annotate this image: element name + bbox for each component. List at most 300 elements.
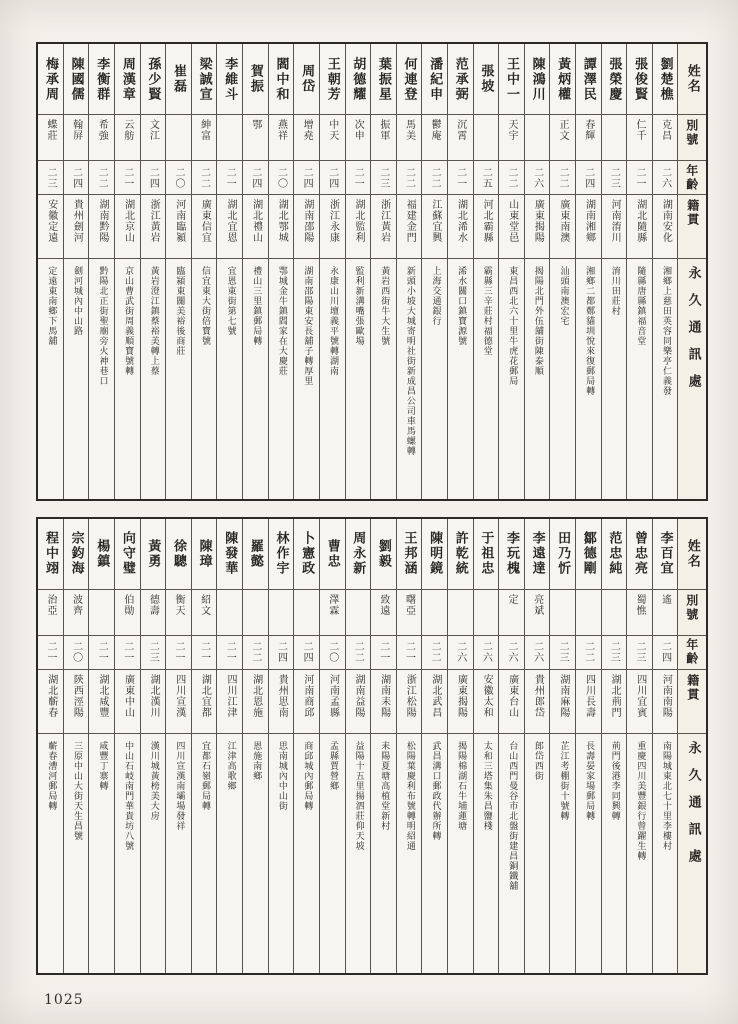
person-age-text: 二二: [557, 166, 569, 189]
person-address-text: 黃岩澄江鎮蔡裕美轉上蔡: [148, 266, 159, 376]
person-age: [243, 160, 268, 194]
person-name-text: 卜憲政: [299, 531, 315, 576]
person-age-text: 二四: [301, 641, 313, 663]
person-name: [397, 44, 422, 114]
person-age: [525, 635, 550, 669]
person-alias: [474, 114, 499, 160]
person-address: [653, 258, 678, 499]
person-column: [370, 519, 396, 974]
person-name: [602, 44, 627, 114]
person-alias: [448, 589, 473, 635]
field-label-address-text: 永久通訊處: [685, 740, 701, 876]
person-alias-text: 德壽: [147, 593, 159, 616]
person-native-place: [550, 194, 575, 258]
person-name: [320, 44, 345, 114]
person-address-text: 中山石岐南門華貴坊八號: [123, 740, 134, 851]
person-alias: [38, 589, 63, 635]
person-column: [114, 519, 140, 974]
person-address-text: 江津高歌鄉: [225, 740, 236, 791]
person-name: [115, 519, 140, 589]
person-native-place-text: 湖北監利: [353, 199, 365, 243]
person-column: [242, 44, 268, 499]
person-name: [320, 519, 345, 589]
person-alias: [320, 114, 345, 160]
person-name-text: 陳明鏡: [427, 531, 443, 576]
person-native-place: [64, 669, 89, 733]
person-name-text: 劉毅: [375, 538, 391, 569]
person-native-place-text: 陝西涇陽: [71, 673, 83, 718]
person-age-text: 二一: [96, 641, 108, 663]
person-name-text: 梁誠宣: [196, 56, 212, 102]
person-column: [549, 519, 575, 974]
person-alias: [294, 114, 319, 160]
person-column: [63, 519, 89, 974]
person-address-text: 臨潁東關美裕後商莊: [174, 266, 185, 356]
person-native-place-text: 湖北鄂城: [276, 199, 288, 243]
person-age-text: 二一: [454, 166, 466, 189]
person-address: [320, 733, 345, 974]
person-alias-text: 鄂: [249, 119, 261, 130]
person-name-text: 向守璧: [119, 531, 135, 576]
person-alias: [474, 589, 499, 635]
person-native-place: [166, 669, 191, 733]
person-name: [448, 519, 473, 589]
person-age-text: 二三: [608, 166, 620, 189]
person-native-place-text: 河南臨潁: [173, 199, 185, 243]
person-alias: [243, 589, 268, 635]
field-label-address-text: 永久通訊處: [685, 266, 701, 401]
person-native-place-text: 湖北荊門: [609, 673, 621, 718]
person-age: [653, 635, 678, 669]
person-age: [217, 635, 242, 669]
person-native-place: [115, 194, 140, 258]
person-age: [346, 635, 371, 669]
person-alias: [397, 114, 422, 160]
person-age: [89, 160, 114, 194]
person-native-place-text: 貴州思南: [276, 673, 288, 718]
person-address-text: 四川宣漢南壩場發祥: [174, 740, 185, 831]
person-name: [525, 44, 550, 114]
person-name: [448, 44, 473, 114]
person-name-text: 范忠純: [606, 531, 622, 576]
person-alias: [269, 114, 294, 160]
person-age-text: 二一: [377, 641, 389, 663]
person-native-place: [192, 669, 217, 733]
register-table-bottom: [36, 517, 708, 976]
person-name-text: 曹忠: [324, 538, 340, 569]
person-name: [474, 519, 499, 589]
person-native-place-text: 貴州劍河: [71, 199, 83, 243]
person-native-place: [243, 194, 268, 258]
person-alias-text: 致遠: [377, 593, 389, 616]
person-age-text: 二三: [634, 641, 645, 663]
person-column: [165, 519, 191, 974]
person-age: [499, 635, 524, 669]
person-alias-text: 馬美: [403, 119, 415, 141]
person-age-text: 二三: [147, 641, 159, 663]
person-age-text: 二一: [403, 641, 415, 663]
person-native-place: [499, 669, 524, 733]
person-alias-text: 春輝: [582, 119, 594, 141]
person-native-place-text: 四川宣漢: [173, 673, 185, 718]
person-address-text: 揭陽北門外伍舖街陳泰順: [532, 266, 543, 376]
person-address: [346, 258, 371, 499]
person-age: [550, 635, 575, 669]
person-native-place: [653, 194, 678, 258]
person-name: [294, 44, 319, 114]
person-address: [115, 258, 140, 499]
person-native-place: [371, 669, 396, 733]
person-column: [242, 519, 268, 974]
person-name-text: 梅承周: [42, 56, 58, 102]
person-name: [550, 44, 575, 114]
person-address: [294, 733, 319, 974]
person-age: [397, 160, 422, 194]
person-column: [268, 44, 294, 499]
person-alias: [294, 589, 319, 635]
person-column: [473, 44, 499, 499]
person-address-text: 宜都石嶺郵局轉: [199, 740, 210, 811]
person-native-place: [192, 194, 217, 258]
person-age-text: 二〇: [326, 641, 338, 663]
person-age-text: 二四: [275, 641, 287, 663]
person-native-place-text: 河南淯川: [609, 199, 621, 243]
person-address: [89, 733, 114, 974]
person-alias: [576, 589, 601, 635]
person-alias-text: 紹文: [198, 593, 210, 616]
person-address: [166, 733, 191, 974]
person-alias: [141, 589, 166, 635]
person-address: [38, 733, 63, 974]
person-age: [448, 160, 473, 194]
person-native-place-text: 四川宜賓: [634, 673, 646, 718]
person-name-text: 李維斗: [222, 56, 238, 102]
person-alias: [141, 114, 166, 160]
person-alias-text: 天宇: [505, 119, 517, 141]
person-address-text: 荊門後港李同興轉: [609, 740, 620, 821]
person-age-text: 二六: [531, 641, 543, 663]
person-name: [89, 519, 114, 589]
person-address: [627, 733, 652, 974]
person-native-place: [525, 669, 550, 733]
person-native-place-text: 山東堂邑: [506, 199, 518, 243]
person-address-text: 揭陽棉湖石牛埔蓮塘: [456, 740, 467, 831]
person-alias: [525, 114, 550, 160]
person-native-place: [38, 669, 63, 733]
person-native-place-text: 湖南黔陽: [96, 199, 108, 243]
person-native-place-text: 安徽太和: [481, 673, 493, 718]
person-name-text: 曾忠亮: [632, 531, 647, 576]
person-address: [576, 258, 601, 499]
person-native-place: [422, 194, 447, 258]
person-native-place: [550, 669, 575, 733]
person-age-text: 二二: [582, 641, 594, 663]
field-label-native-text: 籍貫: [685, 673, 700, 702]
person-native-place: [346, 194, 371, 258]
person-age: [346, 160, 371, 194]
person-address-text: 蘄春漕河郵局轉: [46, 740, 57, 811]
person-name: [576, 44, 601, 114]
person-name: [115, 44, 140, 114]
person-native-place: [576, 669, 601, 733]
person-alias: [166, 114, 191, 160]
person-native-place-text: 四川江津: [225, 673, 236, 718]
person-native-place: [397, 194, 422, 258]
person-name: [346, 519, 371, 589]
person-address: [64, 733, 89, 974]
person-address: [192, 733, 217, 974]
person-name-text: 黃勇: [145, 538, 161, 569]
person-age-text: 二四: [70, 166, 82, 189]
person-native-place: [627, 194, 652, 258]
person-name: [217, 519, 242, 589]
person-name-text: 徐驄: [171, 538, 187, 569]
person-age: [499, 160, 524, 194]
person-address: [422, 258, 447, 499]
person-column: [601, 44, 627, 499]
person-column: [421, 519, 447, 974]
person-alias-text: 次申: [352, 119, 364, 141]
person-alias: [422, 114, 447, 160]
person-name-text: 李遠達: [529, 531, 545, 576]
person-age-text: 二一: [352, 166, 364, 189]
person-native-place-text: 江蘇宜興: [429, 199, 441, 243]
person-native-place-text: 湖北恩施: [250, 673, 262, 718]
person-age-text: 二三: [608, 641, 620, 663]
person-age: [141, 635, 166, 669]
person-column: [38, 519, 63, 974]
person-alias: [346, 114, 371, 160]
person-native-place: [422, 669, 447, 733]
person-native-place-text: 湖北武昌: [429, 673, 441, 718]
person-name: [602, 519, 627, 589]
person-address: [448, 733, 473, 974]
person-native-place: [320, 194, 345, 258]
person-name-text: 張俊賢: [632, 56, 647, 102]
person-column: [319, 44, 345, 499]
person-native-place-text: 浙江黃岩: [378, 199, 390, 243]
person-name-text: 林作宇: [273, 531, 289, 576]
person-age: [397, 635, 422, 669]
person-address: [602, 733, 627, 974]
person-native-place: [576, 194, 601, 258]
person-age: [192, 635, 217, 669]
person-name: [64, 44, 89, 114]
person-address-text: 黃岩西街牛大生號: [379, 266, 390, 346]
person-alias-text: 亮斌: [531, 593, 543, 616]
person-name: [627, 519, 652, 589]
person-age-text: 二六: [505, 641, 517, 663]
person-native-place: [627, 669, 652, 733]
person-name-text: 宗鈞海: [68, 531, 84, 576]
person-name: [166, 519, 191, 589]
person-native-place-text: 湖南益陽: [353, 673, 365, 718]
person-native-place-text: 廣東南澳: [557, 199, 569, 243]
person-age: [269, 635, 294, 669]
person-age-text: 二四: [147, 166, 159, 189]
person-name: [371, 44, 396, 114]
person-name: [192, 44, 217, 114]
field-label-native: [678, 669, 706, 733]
person-native-place: [448, 194, 473, 258]
person-alias: [371, 114, 396, 160]
person-address: [371, 733, 396, 974]
person-name-text: 陳鴻川: [529, 56, 545, 102]
person-address: [474, 733, 499, 974]
person-age-text: 二一: [121, 641, 133, 663]
person-alias: [653, 114, 678, 160]
person-native-place: [499, 194, 524, 258]
person-address-text: 鄂城金牛鎮閻家在大慶莊: [276, 266, 287, 376]
person-native-place: [602, 194, 627, 258]
person-name: [192, 519, 217, 589]
person-column: [575, 44, 601, 499]
person-age: [576, 635, 601, 669]
person-address: [115, 733, 140, 974]
field-header-column: [677, 519, 706, 974]
person-age: [320, 635, 345, 669]
person-age: [115, 160, 140, 194]
person-alias-text: 定: [505, 593, 517, 605]
person-column: [626, 44, 652, 499]
person-alias: [115, 589, 140, 635]
person-column: [473, 519, 499, 974]
person-name: [576, 519, 601, 589]
person-column: [524, 44, 550, 499]
person-age-text: 二〇: [70, 641, 82, 663]
person-native-place: [243, 669, 268, 733]
person-native-place: [294, 194, 319, 258]
person-native-place-text: 廣東台山: [506, 673, 518, 718]
person-age-text: 二二: [96, 166, 108, 189]
person-native-place-text: 湖北咸豐: [96, 673, 108, 718]
person-column: [498, 44, 524, 499]
person-name: [422, 44, 447, 114]
person-age: [217, 160, 242, 194]
person-age-text: 二三: [557, 641, 569, 663]
person-address-text: 京山曹武街周義順寶號轉: [123, 266, 134, 376]
person-alias-text: 中天: [326, 119, 338, 141]
person-name-text: 范承弼: [452, 56, 468, 102]
person-alias: [576, 114, 601, 160]
field-label-name-text: 姓名: [684, 64, 700, 94]
person-alias-text: 增堯: [301, 119, 313, 141]
person-age: [166, 160, 191, 194]
person-age-text: 二六: [480, 641, 492, 663]
person-address: [422, 733, 447, 974]
person-address: [346, 733, 371, 974]
person-alias-text: 治亞: [44, 593, 56, 616]
person-address-text: 郎岱西街: [532, 740, 543, 781]
person-age: [422, 160, 447, 194]
field-label-alias: [678, 589, 706, 635]
person-alias: [448, 114, 473, 160]
person-name-text: 張榮慶: [606, 56, 622, 102]
person-age-text: 二二: [429, 641, 441, 663]
person-age-text: 二三: [377, 166, 389, 189]
person-column: [293, 519, 319, 974]
person-column: [498, 519, 524, 974]
person-name: [141, 44, 166, 114]
person-age: [422, 635, 447, 669]
person-age-text: 二二: [198, 166, 210, 189]
person-age: [320, 160, 345, 194]
person-age-text: 二二: [403, 166, 415, 189]
person-native-place-text: 湖南邵陽: [301, 199, 313, 243]
person-age: [474, 160, 499, 194]
person-native-place: [320, 669, 345, 733]
person-address-text: 汕頭南澳宏宅: [558, 266, 569, 326]
person-name: [499, 44, 524, 114]
person-native-place-text: 河北霸縣: [481, 199, 493, 243]
person-native-place: [166, 194, 191, 258]
person-alias-text: 文江: [147, 119, 159, 141]
person-age: [89, 635, 114, 669]
person-name-text: 閻中和: [273, 56, 289, 102]
person-address: [269, 733, 294, 974]
person-age-text: 二四: [249, 166, 261, 189]
person-column: [396, 519, 422, 974]
person-native-place-text: 浙江永康: [327, 199, 339, 243]
person-name-text: 陳璋: [196, 538, 212, 569]
person-name-text: 羅懿: [247, 538, 263, 569]
person-column: [652, 44, 678, 499]
person-native-place: [217, 669, 242, 733]
person-address: [320, 258, 345, 499]
person-native-place-text: 四川長壽: [583, 673, 595, 718]
person-age: [371, 160, 396, 194]
person-age-text: 二二: [352, 641, 364, 663]
person-address: [474, 258, 499, 499]
person-alias: [64, 589, 89, 635]
person-alias-text: 紳富: [198, 119, 210, 141]
person-address: [525, 733, 550, 974]
person-native-place-text: 湖北隨縣: [634, 199, 646, 243]
person-alias: [115, 114, 140, 160]
person-name: [627, 44, 652, 114]
person-name-text: 楊鎮: [94, 538, 110, 569]
person-age: [576, 160, 601, 194]
person-age: [192, 160, 217, 194]
person-address: [38, 258, 63, 499]
field-label-native-text: 籍貫: [685, 199, 700, 227]
person-native-place: [269, 194, 294, 258]
person-age-text: 二六: [454, 641, 466, 663]
person-native-place-text: 河南孟縣: [327, 673, 339, 718]
person-age-text: 二二: [505, 166, 517, 189]
person-alias-text: 沉霄: [454, 119, 466, 141]
person-alias-text: 蜀憔: [634, 593, 645, 616]
person-address: [269, 258, 294, 499]
person-name: [294, 519, 319, 589]
person-alias-text: 振軍: [377, 119, 389, 141]
person-address-text: 漢川城黃榜美大房: [148, 740, 159, 821]
person-alias: [217, 114, 242, 160]
person-name-text: 許乾統: [452, 531, 468, 576]
person-column: [88, 44, 114, 499]
person-age-text: 二一: [224, 641, 236, 663]
person-age: [448, 635, 473, 669]
person-alias-text: 波齊: [70, 593, 82, 616]
field-label-age-text: 年齡: [684, 638, 699, 666]
person-alias-text: 鬱庵: [429, 119, 441, 141]
field-label-age: [678, 160, 706, 194]
person-column: [345, 44, 371, 499]
person-native-place: [141, 669, 166, 733]
person-native-place-text: 安徽定遠: [45, 199, 57, 243]
person-alias-text: 克昌: [659, 119, 671, 141]
person-alias-text: 正文: [557, 119, 569, 141]
